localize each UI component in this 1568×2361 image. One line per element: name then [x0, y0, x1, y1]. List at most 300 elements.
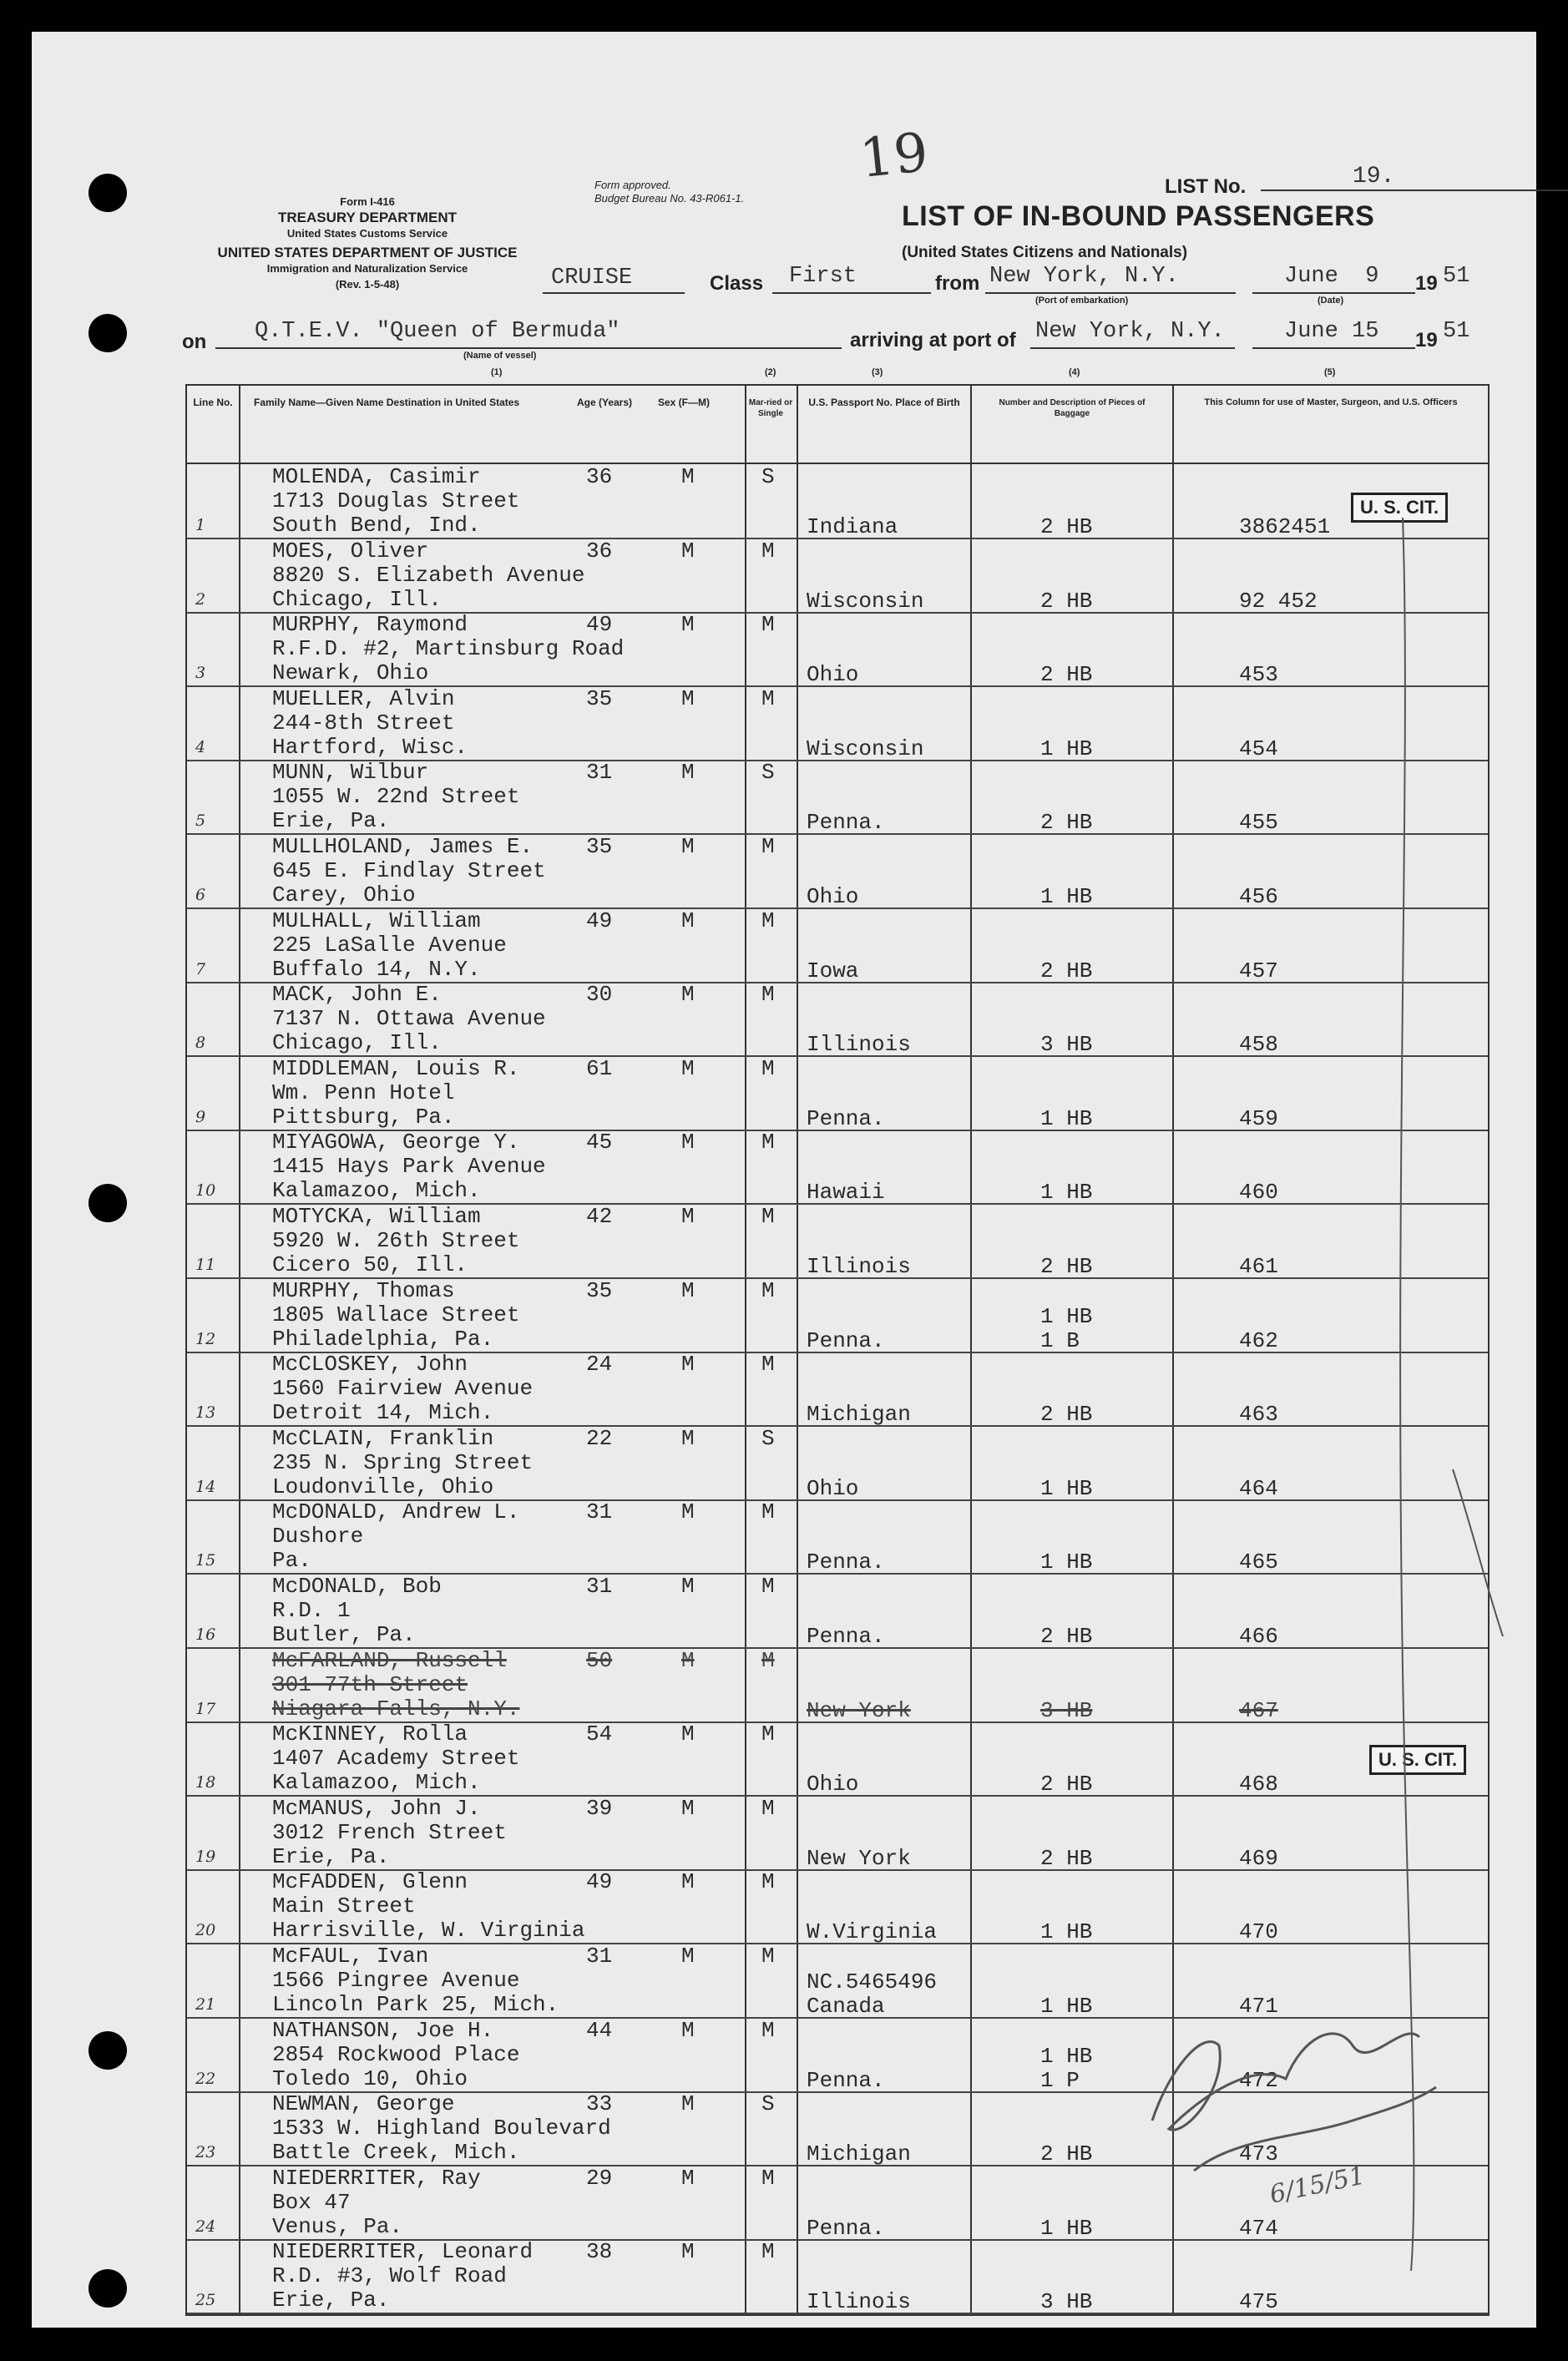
baggage-line1: 1 HB [1040, 1303, 1093, 1329]
line-number: 21 [195, 1995, 216, 2014]
sex-value: M [681, 1055, 695, 1081]
age-value: 31 [586, 1499, 613, 1525]
arrival-port-underline [1030, 347, 1235, 349]
marital-status: M [761, 1055, 775, 1081]
baggage-line1: 1 HB [1040, 2043, 1093, 2069]
passenger-name: MUELLER, Alvin [272, 685, 455, 711]
line-number: 17 [195, 1699, 216, 1718]
city-state: Hartford, Wisc. [272, 734, 468, 760]
approved-text: Form approved. [594, 179, 671, 191]
officer-entry: 92 452 [1239, 588, 1318, 614]
baggage-line2: 1 HB [1040, 1475, 1093, 1501]
marital-status: M [761, 1204, 775, 1229]
city-state: Pittsburg, Pa. [272, 1104, 455, 1130]
passenger-name: McFAUL, Ivan [272, 1944, 429, 1969]
passenger-name: McDONALD, Bob [272, 1574, 442, 1599]
line-number: 1 [195, 516, 206, 534]
street-address: 1055 W. 22nd Street [272, 784, 520, 810]
baggage-line2: 1 HB [1040, 1105, 1093, 1131]
line-number: 25 [195, 2291, 216, 2310]
passenger-name: McMANUS, John J. [272, 1795, 481, 1821]
officer-entry: 456 [1239, 884, 1278, 909]
arrival-port: New York, N.Y. [1035, 319, 1225, 344]
sex-value: M [681, 685, 695, 711]
line-number: 3 [195, 664, 206, 683]
arrival-year-prefix: 19 [1415, 329, 1438, 351]
city-state: Battle Creek, Mich. [272, 2140, 520, 2166]
table-row [187, 1352, 1488, 1427]
marital-status: M [761, 2017, 775, 2043]
baggage-line2: 1 P [1040, 2067, 1080, 2093]
age-value: 44 [586, 2017, 613, 2043]
sex-value: M [681, 2017, 695, 2043]
passenger-name: MACK, John E. [272, 982, 442, 1008]
baggage-line2: 2 HB [1040, 2141, 1093, 2167]
class-value: First [789, 264, 857, 289]
street-address: 244-8th Street [272, 710, 455, 736]
signature-date: 6/15/51 [1267, 2161, 1368, 2210]
officer-entry: 475 [1239, 2289, 1278, 2315]
sex-value: M [681, 1204, 695, 1229]
street-address: 1560 Fairview Avenue [272, 1376, 534, 1402]
col-number-3: (3) [872, 367, 883, 377]
place-of-birth: W.Virginia [807, 1919, 938, 1945]
marital-status: M [761, 834, 775, 859]
place-of-birth: Penna. [807, 1327, 885, 1353]
line-number: 20 [195, 1921, 216, 1940]
departure-date: June 9 [1284, 264, 1379, 289]
place-of-birth: Penna. [807, 1105, 885, 1131]
age-value: 31 [586, 1574, 613, 1599]
age-value: 49 [586, 907, 613, 933]
age-value: 49 [586, 1869, 613, 1895]
marital-status: M [761, 2239, 775, 2265]
street-address: 1407 Academy Street [272, 1746, 520, 1772]
line-number: 8 [195, 1034, 206, 1053]
city-state: Detroit 14, Mich. [272, 1400, 494, 1426]
marital-status: S [761, 760, 775, 786]
budget-bureau-text: Budget Bureau No. 43-R061-1. [594, 192, 745, 205]
table-row [187, 1204, 1488, 1279]
from-value: New York, N.Y. [989, 264, 1179, 289]
city-state: Toledo 10, Ohio [272, 2065, 468, 2091]
officer-entry: 455 [1239, 810, 1278, 836]
marital-status: M [761, 1944, 775, 1969]
place-of-birth: Michigan [807, 2141, 911, 2167]
officer-entry: 470 [1239, 1919, 1278, 1945]
line-number: 24 [195, 2217, 216, 2236]
passenger-name: NEWMAN, George [272, 2091, 455, 2117]
city-state: Buffalo 14, N.Y. [272, 956, 481, 982]
officer-entry: 471 [1239, 1994, 1278, 2019]
age-value: 39 [586, 1795, 613, 1821]
city-state: Erie, Pa. [272, 2288, 390, 2313]
passenger-name: MIDDLEMAN, Louis R. [272, 1055, 520, 1081]
sex-value: M [681, 1795, 695, 1821]
passenger-name: MURPHY, Thomas [272, 1277, 455, 1303]
place-of-birth: Penna. [807, 810, 885, 836]
table-row [187, 1721, 1488, 1797]
arrival-year: 51 [1443, 319, 1470, 344]
baggage-line2: 1 HB [1040, 1919, 1093, 1945]
sex-value: M [681, 1869, 695, 1895]
age-value: 31 [586, 760, 613, 786]
officer-entry: 453 [1239, 662, 1278, 688]
list-no-value: 19. [1261, 164, 1568, 191]
sex-value: M [681, 464, 695, 489]
passenger-name: McFARLAND, Russell [272, 1647, 507, 1673]
sex-value: M [681, 1721, 695, 1747]
street-address: 1805 Wallace Street [272, 1302, 520, 1327]
street-address: 1566 Pingree Avenue [272, 1968, 520, 1993]
age-value: 36 [586, 538, 613, 564]
sex-value: M [681, 1647, 695, 1673]
officer-entry: 3862451 [1239, 514, 1331, 539]
street-address: R.D. #3, Wolf Road [272, 2263, 507, 2289]
line-number: 12 [195, 1329, 216, 1348]
line-number: 2 [195, 589, 206, 609]
marital-status: M [761, 1574, 775, 1599]
line-number: 16 [195, 1625, 216, 1644]
arrival-date: June 15 [1284, 319, 1379, 344]
header-passport: U.S. Passport No. Place of Birth [808, 397, 960, 408]
handwritten-page-number: 19 [857, 121, 932, 191]
age-value: 50 [586, 1647, 613, 1673]
baggage-line2: 1 HB [1040, 1550, 1093, 1575]
marital-status: M [761, 612, 775, 638]
city-state: Chicago, Ill. [272, 1030, 442, 1056]
line-number: 7 [195, 959, 206, 978]
street-address: 225 LaSalle Avenue [272, 932, 507, 958]
street-address: 3012 French Street [272, 1819, 507, 1845]
city-state: Loudonville, Ohio [272, 1474, 494, 1499]
passenger-name: McCLAIN, Franklin [272, 1425, 494, 1451]
street-address: Main Street [272, 1893, 416, 1919]
col-number-5: (5) [1324, 367, 1336, 377]
table-row [187, 1499, 1488, 1575]
line-number: 18 [195, 1773, 216, 1792]
sex-value: M [681, 1130, 695, 1155]
baggage-line2: 1 HB [1040, 1180, 1093, 1206]
class-label: Class [710, 272, 764, 295]
passenger-name: McDONALD, Andrew L. [272, 1499, 520, 1525]
city-state: Chicago, Ill. [272, 586, 442, 612]
header-baggage: Number and Description of Pieces of Baggage [999, 398, 1146, 418]
place-of-birth: Illinois [807, 2289, 911, 2315]
baggage-line2: 2 HB [1040, 662, 1093, 688]
passenger-name: MULLHOLAND, James E. [272, 834, 534, 859]
city-state: South Bend, Ind. [272, 513, 481, 538]
baggage-line2: 2 HB [1040, 1402, 1093, 1428]
line-number: 22 [195, 2069, 216, 2088]
passenger-name: MOLENDA, Casimir [272, 464, 481, 489]
place-of-birth: Indiana [807, 514, 898, 539]
street-address: Wm. Penn Hotel [272, 1079, 455, 1105]
officer-entry: 472 [1239, 2067, 1278, 2093]
age-value: 31 [586, 1944, 613, 1969]
table-row [187, 1796, 1488, 1871]
officer-entry: 459 [1239, 1105, 1278, 1131]
punch-hole [89, 314, 127, 352]
baggage-line2: 2 HB [1040, 958, 1093, 983]
table-row [187, 1130, 1488, 1205]
arriving-label: arriving at port of [850, 329, 1016, 351]
sex-value: M [681, 1277, 695, 1303]
us-citizen-stamp: U. S. CIT. [1369, 1745, 1466, 1775]
sex-value: M [681, 2165, 695, 2191]
officer-entry: 467 [1239, 1697, 1278, 1723]
header-sex: Sex (F—M) [657, 397, 710, 408]
sex-value: M [681, 834, 695, 859]
sex-value: M [681, 1499, 695, 1525]
place-of-birth: New York [807, 1845, 911, 1871]
city-state: Pa. [272, 1548, 311, 1574]
passenger-table [185, 384, 1490, 2316]
line-number: 5 [195, 811, 206, 831]
document-title: LIST OF IN-BOUND PASSENGERS [902, 200, 1375, 232]
passenger-name: McKINNEY, Rolla [272, 1721, 468, 1747]
street-address: 1415 Hays Park Avenue [272, 1154, 546, 1180]
place-of-birth: Michigan [807, 1402, 911, 1428]
baggage-line2: 3 HB [1040, 1032, 1093, 1058]
year-value: 51 [1443, 264, 1470, 289]
city-state: Niagara Falls, N.Y. [272, 1696, 520, 1721]
table-row [187, 1648, 1488, 1723]
form-revision: (Rev. 1-5-48) [335, 278, 400, 291]
passenger-name: MUNN, Wilbur [272, 760, 429, 786]
officer-entry: 468 [1239, 1772, 1278, 1797]
age-value: 49 [586, 612, 613, 638]
street-address: 8820 S. Elizabeth Avenue [272, 562, 585, 588]
officer-entry: 466 [1239, 1624, 1278, 1649]
marital-status: M [761, 1277, 775, 1303]
arrival-date-underline [1252, 347, 1415, 349]
age-value: 30 [586, 982, 613, 1008]
baggage-line2: 1 HB [1040, 736, 1093, 761]
city-state: Cicero 50, Ill. [272, 1252, 468, 1277]
baggage-line2: 1 B [1040, 1327, 1080, 1353]
line-number: 6 [195, 886, 206, 904]
marital-status: M [761, 1499, 775, 1525]
city-state: Erie, Pa. [272, 808, 390, 834]
us-citizen-stamp: U. S. CIT. [1351, 493, 1448, 523]
baggage-line2: 2 HB [1040, 588, 1093, 614]
table-row [187, 1574, 1488, 1649]
street-address: 1713 Douglas Street [272, 488, 520, 513]
place-of-birth: Canada [807, 1994, 885, 2019]
officer-entry: 462 [1239, 1327, 1278, 1353]
age-value: 29 [586, 2165, 613, 2191]
city-state: Lincoln Park 25, Mich. [272, 1992, 559, 2017]
street-address: Dushore [272, 1524, 364, 1550]
document-subtitle: (United States Citizens and Nationals) [902, 244, 1188, 261]
place-of-birth: Penna. [807, 2067, 885, 2093]
officer-entry: 458 [1239, 1032, 1278, 1058]
cruise-label: CRUISE [551, 265, 633, 291]
age-value: 35 [586, 1277, 613, 1303]
age-value: 42 [586, 1204, 613, 1229]
passenger-name: McFADDEN, Glenn [272, 1869, 468, 1895]
city-state: Erie, Pa. [272, 1843, 390, 1869]
place-of-birth: Ohio [807, 884, 859, 909]
line-number: 14 [195, 1477, 216, 1496]
age-value: 33 [586, 2091, 613, 2117]
punch-hole [89, 2269, 127, 2308]
header-line-no: Line No. [193, 397, 233, 408]
passenger-name: MULHALL, William [272, 907, 481, 933]
list-no-label: LIST No. [1165, 175, 1247, 198]
line-number: 15 [195, 1551, 216, 1570]
officer-entry: 469 [1239, 1845, 1278, 1871]
sex-value: M [681, 1352, 695, 1378]
form-approval [594, 179, 744, 205]
agency-ins: Immigration and Naturalization Service [266, 262, 468, 275]
officer-entry: 463 [1239, 1402, 1278, 1428]
marital-status: M [761, 982, 775, 1008]
officer-entry: 474 [1239, 2215, 1278, 2241]
on-label: on [182, 331, 207, 353]
baggage-line2: 2 HB [1040, 1254, 1093, 1279]
sex-value: M [681, 1574, 695, 1599]
baggage-line2: 3 HB [1040, 2289, 1093, 2315]
baggage-line2: 1 HB [1040, 884, 1093, 909]
sex-value: M [681, 907, 695, 933]
agency-justice: UNITED STATES DEPARTMENT OF JUSTICE [217, 245, 518, 260]
line-number: 19 [195, 1847, 216, 1866]
officer-entry: 457 [1239, 958, 1278, 983]
line-number: 23 [195, 2143, 216, 2162]
passenger-name: MOTYCKA, William [272, 1204, 481, 1229]
marital-status: M [761, 1352, 775, 1378]
age-value: 54 [586, 1721, 613, 1747]
street-address: R.F.D. #2, Martinsburg Road [272, 636, 625, 662]
age-value: 38 [586, 2239, 613, 2265]
table-row [187, 1056, 1488, 1131]
city-state: Kalamazoo, Mich. [272, 1770, 481, 1796]
officer-entry: 464 [1239, 1475, 1278, 1501]
marital-status: M [761, 1721, 775, 1747]
line-number: 4 [195, 737, 206, 756]
table-row [187, 2239, 1488, 2314]
sex-value: M [681, 1425, 695, 1451]
passenger-name: NIEDERRITER, Ray [272, 2165, 481, 2191]
city-state: Newark, Ohio [272, 660, 429, 686]
passport-number: NC.5465496 [807, 1969, 938, 1994]
table-row [187, 538, 1488, 614]
place-of-birth: Ohio [807, 662, 859, 688]
city-state: Venus, Pa. [272, 2213, 403, 2239]
line-number: 10 [195, 1181, 216, 1201]
street-address: Box 47 [272, 2189, 351, 2215]
line-number: 13 [195, 1403, 216, 1423]
from-underline [985, 292, 1236, 294]
street-address: R.D. 1 [272, 1598, 351, 1623]
place-of-birth: Iowa [807, 958, 859, 983]
col-number-2: (2) [765, 367, 776, 377]
place-of-birth: Penna. [807, 2215, 885, 2241]
header-age: Age (Years) [576, 397, 633, 408]
year-prefix: 19 [1415, 272, 1438, 295]
baggage-line2: 2 HB [1040, 810, 1093, 836]
table-row [187, 1944, 1488, 2019]
table-row [187, 760, 1488, 835]
passenger-name: MURPHY, Raymond [272, 612, 468, 638]
punch-hole [89, 1184, 127, 1222]
date-underline [1252, 292, 1415, 294]
from-label: from [935, 272, 980, 295]
marital-status: M [761, 907, 775, 933]
place-of-birth: Wisconsin [807, 588, 924, 614]
marital-status: M [761, 1869, 775, 1895]
vessel-name: Q.T.E.V. "Queen of Bermuda" [255, 319, 620, 344]
class-underline [772, 292, 931, 294]
table-row [187, 612, 1488, 687]
punch-hole [89, 174, 127, 212]
sex-value: M [681, 2091, 695, 2117]
table-row [187, 2091, 1488, 2166]
marital-status: S [761, 2091, 775, 2117]
table-row [187, 1869, 1488, 1944]
city-state: Harrisville, W. Virginia [272, 1918, 585, 1944]
age-value: 36 [586, 464, 613, 489]
vessel-caption: (Name of vessel) [463, 351, 537, 361]
cruise-underline [543, 292, 685, 294]
header-officers: This Column for use of Master, Surgeon, and U.S. Officers [1204, 397, 1458, 407]
city-state: Kalamazoo, Mich. [272, 1178, 481, 1204]
passenger-name: McCLOSKEY, John [272, 1352, 468, 1378]
baggage-line2: 1 HB [1040, 1994, 1093, 2019]
street-address: 7137 N. Ottawa Avenue [272, 1006, 546, 1032]
baggage-line2: 2 HB [1040, 514, 1093, 539]
agency-treasury: TREASURY DEPARTMENT [277, 210, 458, 225]
sex-value: M [681, 1944, 695, 1969]
header-name: Family Name—Given Name Destination in United States [254, 397, 520, 408]
table-row [187, 1278, 1488, 1353]
sex-value: M [681, 538, 695, 564]
header-married: Mar-ried or Single [748, 398, 793, 418]
col-number-4: (4) [1069, 367, 1080, 377]
city-state: Butler, Pa. [272, 1622, 416, 1647]
street-address: 2854 Rockwood Place [272, 2041, 520, 2067]
marital-status: M [761, 2165, 775, 2191]
marital-status: M [761, 538, 775, 564]
table-row [187, 908, 1488, 983]
vessel-underline [215, 347, 842, 349]
age-value: 45 [586, 1130, 613, 1155]
table-row [187, 2018, 1488, 2093]
date-caption: (Date) [1318, 296, 1344, 306]
sex-value: M [681, 612, 695, 638]
place-of-birth: Illinois [807, 1254, 911, 1279]
passenger-name: MOES, Oliver [272, 538, 429, 564]
marital-status: M [761, 1130, 775, 1155]
baggage-line2: 1 HB [1040, 2215, 1093, 2241]
table-row [187, 982, 1488, 1057]
age-value: 24 [586, 1352, 613, 1378]
line-number: 11 [195, 1256, 216, 1274]
table-row [187, 464, 1488, 539]
sex-value: M [681, 760, 695, 786]
age-value: 35 [586, 685, 613, 711]
street-address: 5920 W. 26th Street [272, 1228, 520, 1253]
age-value: 22 [586, 1425, 613, 1451]
form-number: Form I-416 [340, 195, 395, 208]
place-of-birth: Ohio [807, 1772, 859, 1797]
officer-entry: 473 [1239, 2141, 1278, 2167]
city-state: Carey, Ohio [272, 882, 416, 907]
place-of-birth: Penna. [807, 1624, 885, 1649]
officer-entry: 465 [1239, 1550, 1278, 1575]
